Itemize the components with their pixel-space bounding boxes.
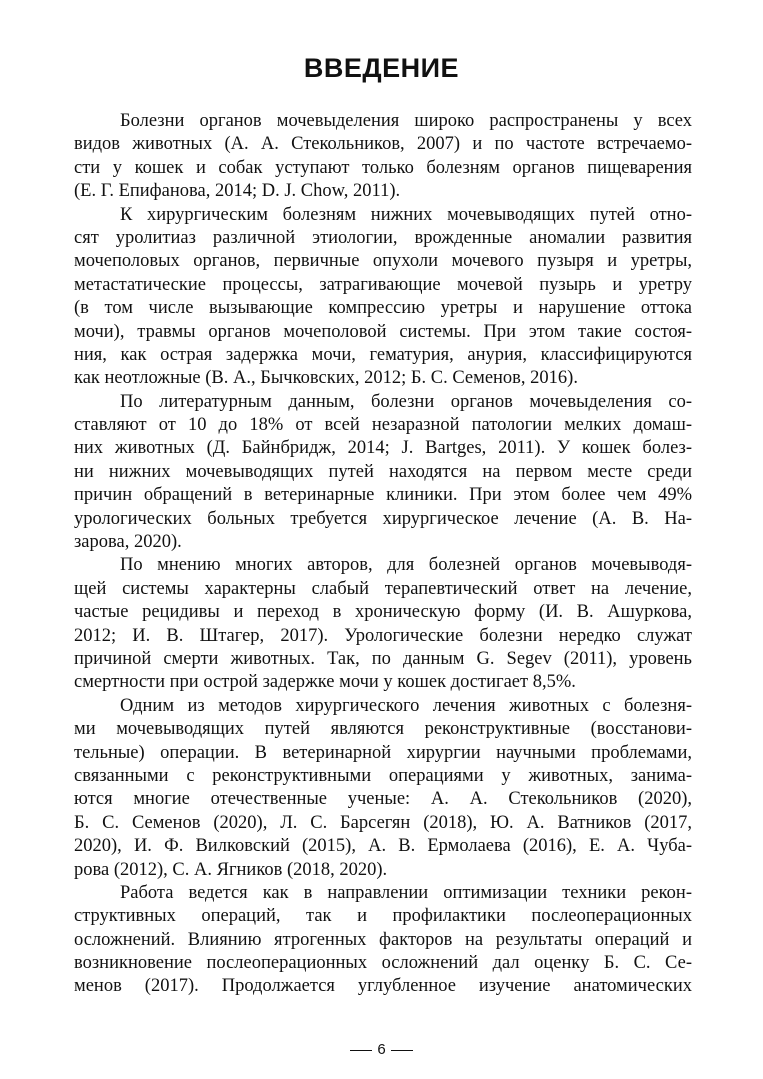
page-footer <box>0 1040 763 1060</box>
text-line: метастатические процессы, затрагивающие мочевой пузырь и уретру <box>74 274 692 295</box>
text-line: 2012; И. В. Штагер, 2017). Урологические болезни нередко служат <box>74 625 692 646</box>
text-line: причиной смерти животных. Так, по данным G. Segev (2011), уровень <box>74 648 692 669</box>
text-line: структивных операций, так и профилактики послеоперационных <box>74 906 692 927</box>
footer-dash-left <box>350 1050 372 1051</box>
text-line: ми мочевыводящих путей являются реконструктивные (восстанови- <box>74 719 692 740</box>
paragraph <box>74 554 692 694</box>
paragraph <box>74 110 692 204</box>
body-text <box>74 110 692 999</box>
text-line: них животных (Д. Байнбридж, 2014; J. Bartges, 2011). У кошек болез- <box>74 438 692 459</box>
text-line: Болезни органов мочевыделения широко распространены у всех <box>120 111 692 131</box>
text-line: менов (2017). Продолжается углубленное изучение анатомических <box>74 976 692 997</box>
text-line: Одним из методов хирургического лечения животных с болезня- <box>120 695 692 716</box>
page-number: 6 <box>377 1041 386 1058</box>
text-line: По мнению многих авторов, для болезней органов мочевыводя- <box>120 555 692 576</box>
text-line: щей системы характерны слабый терапевтический ответ на лечение, <box>74 578 692 599</box>
paragraph <box>74 695 692 882</box>
text-line: мочи), травмы органов мочеполовой системы. При этом такие состоя- <box>74 321 692 342</box>
text-line: смертности при острой задержке мочи у кошек достигает 8,5%. <box>74 672 576 693</box>
text-line: К хирургическим болезням нижних мочевыводящих путей отно- <box>120 204 692 225</box>
text-line: тельные) операции. В ветеринарной хирургии научными проблемами, <box>74 742 692 763</box>
text-line: 2020), И. Ф. Вилковский (2015), А. В. Ермолаева (2016), Е. А. Чуба- <box>74 836 692 857</box>
footer-dash-right <box>391 1050 413 1051</box>
text-line: причин обращений в ветеринарные клиники. При этом более чем 49% <box>74 485 692 506</box>
text-line: ются многие отечественные ученые: А. А. Стекольников (2020), <box>74 789 692 810</box>
text-line: возникновение послеоперационных осложнений дал оценку Б. С. Се- <box>74 953 692 974</box>
text-line: частые рецидивы и переход в хроническую форму (И. В. Ашуркова, <box>74 602 692 623</box>
text-line: осложнений. Влиянию ятрогенных факторов на результаты операций и <box>74 929 692 950</box>
text-line: рова (2012), С. А. Ягников (2018, 2020). <box>74 859 388 880</box>
text-line: сят уролитиаз различной этиологии, врожденные аномалии развития <box>74 227 692 248</box>
paragraph <box>74 204 692 391</box>
text-line: видов животных (А. А. Стекольников, 2007) и по частоте встречаемо- <box>74 134 692 155</box>
text-line: Б. С. Семенов (2020), Л. С. Барсегян (2018), Ю. А. Ватников (2017, <box>74 812 692 833</box>
text-line: зарова, 2020). <box>74 532 182 553</box>
page-title: ВВЕДЕНИЕ <box>303 53 460 83</box>
text-line: связанными с реконструктивными операциями у животных, занима- <box>74 765 692 786</box>
text-line: (Е. Г. Епифанова, 2014; D. J. Chow, 2011). <box>74 181 401 202</box>
text-line: ния, как острая задержка мочи, гематурия, анурия, классифицируются <box>74 344 692 365</box>
text-line: ни нижних мочевыводящих путей находятся на первом месте среди <box>74 461 692 482</box>
text-line: По литературным данным, болезни органов мочевыделения со- <box>120 391 692 412</box>
text-line: (в том числе вызывающие компрессию уретры и нарушение оттока <box>74 298 692 319</box>
paragraph <box>74 391 692 555</box>
text-line: мочеполовых органов, первичные опухоли мочевого пузыря и уретры, <box>74 251 692 272</box>
text-line: Работа ведется как в направлении оптимизации техники рекон- <box>120 882 692 903</box>
text-line: сти у кошек и собак уступают только болезням органов пищеварения <box>74 157 692 178</box>
text-line: как неотложные (В. А., Бычковских, 2012; Б. С. Семенов, 2016). <box>74 368 578 389</box>
paragraph <box>74 882 692 999</box>
text-line: ставляют от 10 до 18% от всей незаразной патологии мелких домаш- <box>74 415 692 436</box>
text-line: урологических больных требуется хирургическое лечение (А. В. На- <box>74 508 692 529</box>
